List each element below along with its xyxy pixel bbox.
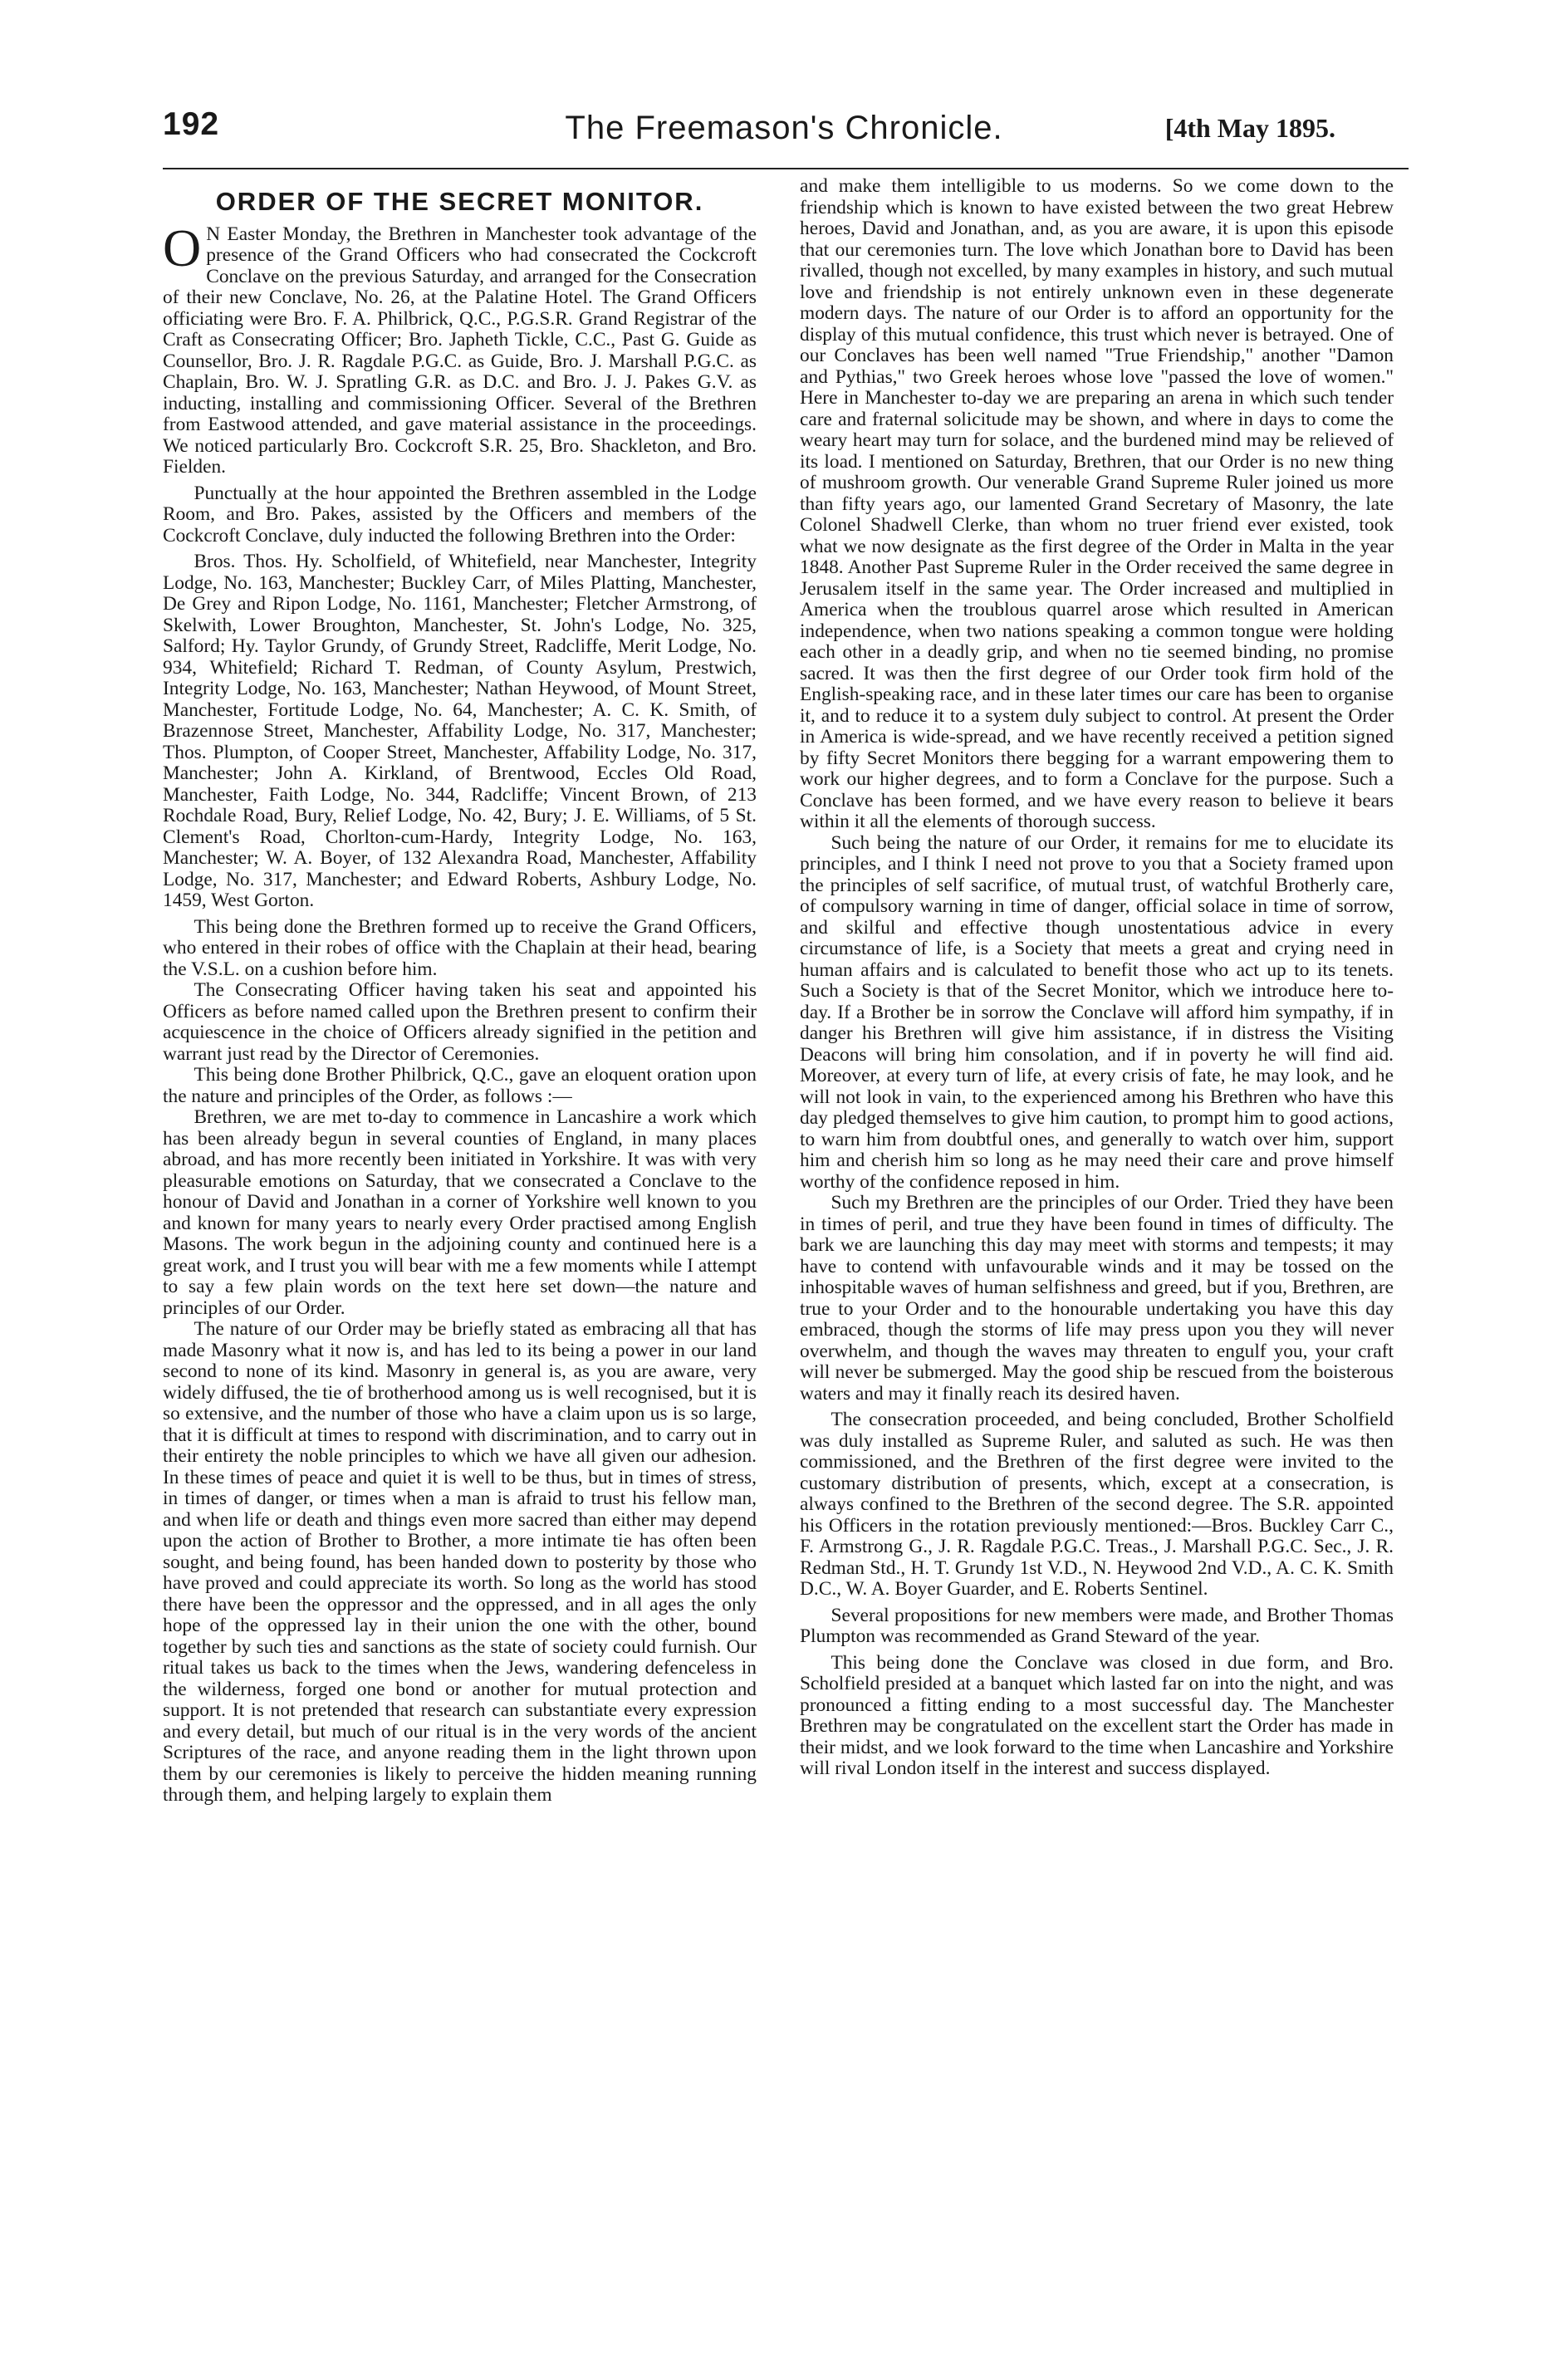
article-paragraph: [163, 218, 757, 478]
left-column: [163, 184, 757, 2294]
article-paragraph: This being done the Brethren formed up to receive the Grand Officers, who entered in their robes of office with the Chaplain at their head, bearing the V.S.L. on a cushion before him.: [163, 915, 757, 980]
right-column: [800, 176, 1394, 2286]
article-paragraph: Such my Brethren are the principles of our Order. Tried they have been in times of peril, and true they have been found in times of difficulty. The bark we are launching this day may meet with storms and tempests; it may have to contend with unfavourable winds and it may be tossed on the inhospitable waves of human selfishness and greed, but if you, Brethren, are true to your Order and to the honourable undertaking you have this day embraced, though the storms of life may press upon you they will never overwhelm, and though the waves may threaten to engulf you, your craft will never be submerged. May the good ship be rescued from the boisterous waters and may it finally reach its desired haven.: [800, 1192, 1394, 1405]
article-paragraph: The nature of our Order may be briefly stated as embracing all that has made Masonry what it now is, and has led to its being a power in our land second to none of its kind. Masonry in general is, as you are aware, very widely diffused, the tie of brotherhood among us is well recognised, but it is so extensive, and the number of those who have a claim upon us is so large, that it is difficult at times to respond with discrimination, and to carry out in their entirety the noble principles to which we have all given our adhesion. In these times of peace and quiet it is well to be thus, but in times of stress, in times of danger, or times when a man is afraid to trust his fellow man, and when life or death and things even more sacred than either may depend upon the action of Brother to Brother, a more intimate tie has often been sought, and being found, has been handed down to posterity by those who have proved and could appreciate its worth. So long as the world has stood there have been the oppressor and the oppressed, and in all ages the only hope of the oppressed lay in their union the one with the other, bound together by such ties and sanctions as the state of society could furnish. Our ritual takes us back to the times when the Jews, wandering defenceless in the wilderness, forged one bond or another for mutual protection and support. It is not pretended that research can substantiate every expression and every detail, but much of our ritual is in the very words of the ancient Scriptures of the race, and anyone reading them in the light thrown upon them by our ceremonies is likely to perceive the hidden meaning running through them, and helping largely to explain them: [163, 1318, 757, 1806]
article-paragraph: This being done Brother Philbrick, Q.C., gave an eloquent oration upon the nature and principles of the Order, as follows :—: [163, 1064, 757, 1107]
header-rule: [163, 168, 1409, 169]
article-paragraph: Bros. Thos. Hy. Scholfield, of Whitefield, near Manchester, Integrity Lodge, No. 163, Manchester; Buckley Carr, of Miles Platting, Manchester, De Grey and Ripon Lodge, No. 1161, Manchester; Fletcher Armstrong, of Skelwith, Lower Broughton, Manchester, St. John's Lodge, No. 325, Salford; Hy. Taylor Grundy, of Grundy Street, Radcliffe, Merit Lodge, No. 934, Whitefield; Richard T. Redman, of County Asylum, Prestwich, Integrity Lodge, No. 163, Manchester; Nathan Heywood, of Mount Street, Manchester, Fortitude Lodge, No. 64, Manchester; A. C. K. Smith, of Brazennose Street, Manchester, Affability Lodge, No. 317, Manchester; Thos. Plumpton, of Cooper Street, Manchester, Affability Lodge, No. 317, Manchester; John A. Kirkland, of Brentwood, Eccles Old Road, Manchester, Faith Lodge, No. 344, Radcliffe; Vincent Brown, of 213 Rochdale Road, Bury, Relief Lodge, No. 42, Bury; J. E. Williams, of 5 St. Clement's Road, Chorlton-cum-Hardy, Integrity Lodge, No. 163, Manchester; W. A. Boyer, of 132 Alexandra Road, Manchester, Affability Lodge, No. 317, Manchester; and Edward Roberts, Ashbury Lodge, No. 1459, West Gorton.: [163, 551, 757, 911]
article-paragraph: The Consecrating Officer having taken his seat and appointed his Officers as before named called upon the Brethren present to confirm their acquiescence in the choice of Officers already signified in the petition and warrant just read by the Director of Ceremonies.: [163, 979, 757, 1065]
page-header: [0, 0, 1568, 166]
drop-cap: O: [163, 218, 202, 277]
article-title: ORDER OF THE SECRET MONITOR.: [215, 187, 704, 216]
article-paragraph: The consecration proceeded, and being concluded, Brother Scholfield was duly installed as Supreme Ruler, and saluted as such. He was then commissioned, and the Brethren of the first degree were invited to the customary distribution of presents, which, except at a consecration, is always confined to the Brethren of the second degree. The S.R. appointed his Officers in the rotation previously mentioned:—Bros. Buckley Carr C., F. Armstrong G., J. R. Ragdale P.G.C. Treas., J. Marshall P.G.C. Sec., J. R. Redman Std., H. T. Grundy 1st V.D., N. Heywood 2nd V.D., A. C. K. Smith D.C., W. A. Boyer Guarder, and E. Roberts Sentinel.: [800, 1409, 1394, 1600]
article-paragraph: and make them intelligible to us moderns. So we come down to the friendship which is known to have existed between the two great Hebrew heroes, David and Jonathan, and, as you are aware, it is upon this episode that our ceremonies turn. The love which Jonathan bore to David has been rivalled, though not excelled, by many examples in history, and such mutual love and friendship is not entirely unknown even in these degenerate modern days. The nature of our Order is to afford an opportunity for the display of this mutual confidence, this trust which never is betrayed. One of our Conclaves has been well named "True Friendship," another "Damon and Pythias," two Greek heroes whose love "passed the love of women." Here in Manchester to-day we are preparing an arena in which such tender care and fraternal solicitude may be shown, and where in days to come the weary heart may turn for solace, and the burdened mind may be relieved of its load. I mentioned on Saturday, Brethren, that our Order is no new thing of mushroom growth. Our venerable Grand Supreme Ruler joined us more than fifty years ago, our lamented Grand Secretary of Masonry, the late Colonel Shadwell Clerke, than whom no truer friend ever existed, took what we now designate as the first degree of the Order in Malta in the year 1848. Another Past Supreme Ruler in the Order received the same degree in Jerusalem itself in the same year. The Order increased and multiplied in America when the troublous quarrel arose which resulted in American independence, when two nations speaking a common tongue were holding each other in a deadly grip, and when no tie seemed binding, no promise sacred. It was then the first degree of our Order took firm hold of the English-speaking race, and in these later times our care has been to organise it, and to reduce it to a system duly subject to control. At present the Order in America is wide-spread, and we have recently received a petition signed by fifty Secret Monitors there begging for a warrant empowering them to work our higher degrees, and to form a Conclave for the purpose. Such a Conclave has been formed, and we have every reason to believe it bears within it all the elements of thorough success.: [800, 176, 1394, 832]
article-paragraph: Such being the nature of our Order, it remains for me to elucidate its principles, and I think I need not prove to you that a Society framed upon the principles of self sacrifice, of mutual trust, of watchful Brotherly care, of compulsory warning in time of danger, official solace in time of sorrow, and skilful and effective though unostentatious advice in every circumstance of life, is a Society that meets a great and crying need in human affairs and is calculated to benefit those who act up to its tenets. Such a Society is that of the Secret Monitor, which we introduce here to-day. If a Brother be in sorrow the Conclave will afford him sympathy, if in danger his Brethren will give him assistance, if in distress the Visiting Deacons will bring him consolation, and if in poverty he will find aid. Moreover, at every turn of life, at every crisis of fate, he may look, and he will not look in vain, to the experienced among his Brethren who have this day pledged themselves to give him caution, to prompt him to good actions, to warn him from doubtful ones, and generally to watch over him, support him and cherish him so long as he may need their care and prove himself worthy of the confidence reposed in him.: [800, 831, 1394, 1193]
issue-date: [4th May 1895.: [1164, 113, 1335, 143]
article-paragraph: Brethren, we are met to-day to commence in Lancashire a work which has been already begun in several counties of England, in many places abroad, and has more recently been initiated in Yorkshire. It was with very pleasurable emotions on Saturday, that we consecrated a Conclave to the honour of David and Jonathan in a corner of Yorkshire well known to you and known for many years to nearly every Order practised among English Masons. The work begun in the adjoining county and continued here is a great work, and I trust you will bear with me a few moments while I attempt to say a few plain words on the text here set down—the nature and principles of our Order.: [163, 1106, 757, 1319]
page-number: 192: [163, 106, 220, 142]
article-paragraph: This being done the Conclave was closed in due form, and Bro. Scholfield presided at a banquet which lasted far on into the night, and was pronounced a fitting ending to a most successful day. The Manchester Brethren may be congratulated on the excellent start the Order has made in their midst, and we look forward to the time when Lancashire and Yorkshire will rival London itself in the interest and success displayed.: [800, 1651, 1394, 1779]
article-paragraph: Punctually at the hour appointed the Brethren assembled in the Lodge Room, and Bro. Pakes, assisted by the Officers and members of the Cockcroft Conclave, duly inducted the following Brethren into the Order:: [163, 482, 757, 547]
paragraph-text: N Easter Monday, the Brethren in Manchester took advantage of the presence of the Grand Officers who had consecrated the Cockcroft Conclave on the previous Saturday, and arranged for the Consecration of their new Conclave, No. 26, at the Palatine Hotel. The Grand Officers officiating were Bro. F. A. Philbrick, Q.C., P.G.S.R. Grand Registrar of the Craft as Consecrating Officer; Bro. Japheth Tickle, C.C., Past G. Guide as Counsellor, Bro. J. R. Ragdale P.G.C. as Guide, Bro. J. Marshall P.G.C. as Chaplain, Bro. W. J. Spratling G.R. as D.C. and Bro. J. J. Pakes G.V. as inducting, installing and commissioning Officer. Several of the Brethren from Eastwood attended, and gave material assistance in the proceedings. We noticed particularly Bro. Cockcroft S.R. 25, Bro. Shackleton, and Bro. Fielden.: [163, 223, 757, 478]
running-title: The Freemason's Chronicle.: [565, 110, 1003, 146]
article-paragraph: Several propositions for new members were made, and Brother Thomas Plumpton was recommended as Grand Steward of the year.: [800, 1604, 1394, 1647]
